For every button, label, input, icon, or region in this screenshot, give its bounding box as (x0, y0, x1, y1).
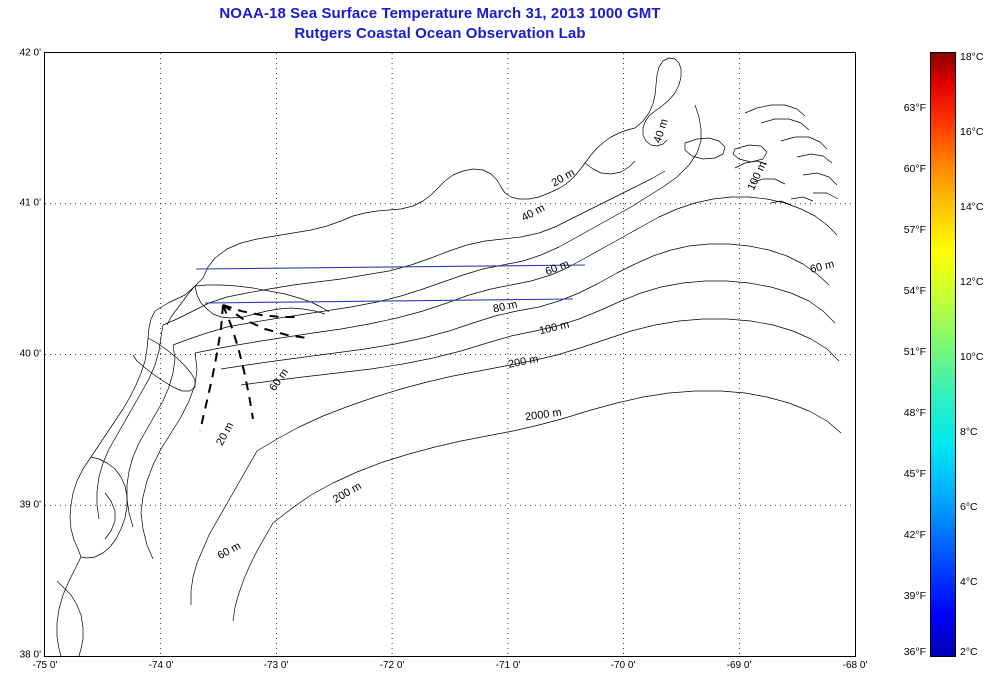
y-tick-42: 42 0' (19, 47, 41, 59)
contour-label: 60 m (267, 366, 292, 394)
coastline (57, 58, 838, 656)
x-tick-m71: -71 0' (495, 660, 521, 671)
colorbar-label-c: 10°C (960, 351, 984, 363)
contour-label: 20 m (549, 166, 577, 190)
colorbar-label-c: 18°C (960, 51, 984, 63)
colorbar-label-f: 60°F (903, 163, 926, 175)
contour-label: 2000 m (524, 406, 563, 424)
contour-label: 100 m (745, 159, 770, 193)
title-line-2: Rutgers Coastal Ocean Observation Lab (294, 25, 586, 42)
contour-label: 40 m (519, 201, 547, 225)
x-tick-m74: -74 0' (148, 660, 174, 671)
title-line-1: NOAA-18 Sea Surface Temperature March 31, 2013 1000 GMT (219, 5, 661, 22)
contour-label: 60 m (215, 539, 243, 563)
colorbar-label-c: 12°C (960, 276, 984, 288)
colorbar-label-f: 57°F (903, 224, 926, 236)
colorbar-label-c: 4°C (960, 576, 978, 588)
bathymetry-contours (97, 105, 841, 621)
contour-label: 200 m (507, 353, 540, 371)
map-gridlines (45, 53, 855, 656)
map-plot-area (19, 47, 868, 671)
contour-label: 60 m (808, 258, 836, 276)
colorbar-label-f: 36°F (903, 646, 926, 658)
colorbar-label-f: 39°F (903, 590, 926, 602)
colorbar-label-c: 14°C (960, 201, 984, 213)
colorbar-label-c: 6°C (960, 501, 978, 513)
y-tick-39: 39 0' (19, 499, 41, 511)
contour-label: 20 m (214, 420, 237, 448)
x-tick-m68: -68 0' (842, 660, 868, 671)
page-title (0, 4, 880, 44)
colorbar-label-c: 8°C (960, 426, 978, 438)
colorbar-label-c: 2°C (960, 646, 978, 658)
colorbar-label-f: 51°F (903, 346, 926, 358)
colorbar-label-f: 45°F (903, 468, 926, 480)
colorbar-label-f: 48°F (903, 407, 926, 419)
x-tick-m75: -75 0' (32, 660, 58, 671)
temperature-colorbar (903, 51, 984, 658)
contour-label: 100 m (538, 318, 571, 338)
x-tick-m72: -72 0' (379, 660, 405, 671)
y-tick-38: 38 0' (19, 649, 41, 661)
x-tick-m69: -69 0' (726, 660, 752, 671)
y-tick-41: 41 0' (19, 197, 41, 209)
colorbar-label-f: 42°F (903, 529, 926, 541)
dashed-transects (200, 305, 307, 431)
contour-label: 60 m (543, 257, 571, 279)
contour-label: 80 m (492, 298, 519, 316)
colorbar-label-f: 54°F (903, 285, 926, 297)
contour-label: 200 m (331, 480, 364, 506)
colorbar-label-c: 16°C (960, 126, 984, 138)
y-tick-40: 40 0' (19, 348, 41, 360)
contour-label: 40 m (651, 117, 671, 145)
x-tick-m73: -73 0' (263, 660, 289, 671)
x-tick-m70: -70 0' (610, 660, 636, 671)
colorbar-label-f: 63°F (903, 102, 926, 114)
map-graphics (45, 53, 855, 656)
